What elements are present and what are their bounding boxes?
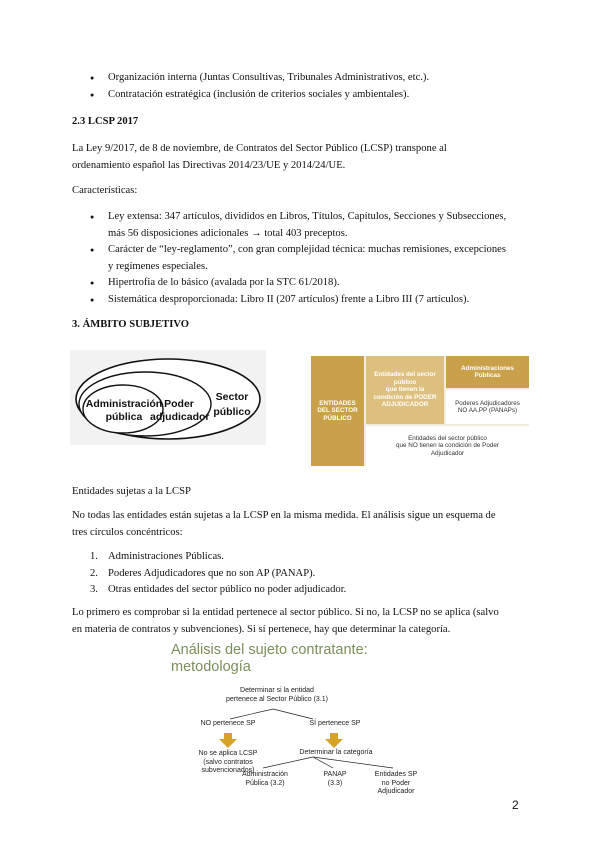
entities-table-figure — [311, 356, 529, 466]
section-heading-2-3: 2.3 LCSP 2017 — [72, 116, 139, 127]
paragraph-lcsp — [72, 140, 562, 174]
flow-node-si-pertenece: SÍ pertenece SP — [309, 720, 361, 727]
flow-node-no-aplica: No se aplica LCSP (salvo contratos subvencionados) — [198, 750, 258, 774]
caracteristicas-label: Características: — [72, 185, 138, 196]
list-item: ● Organización interna (Juntas Consultivas, Tribunales Administrativos, etc.). — [88, 70, 568, 87]
section-heading-3: 3. ÁMBITO SUBJETIVO — [72, 319, 190, 330]
subheading-entidades-sujetas: Entidades sujetas a la LCSP — [72, 486, 191, 497]
list-item: ● Contratación estratégica (inclusión de criterios sociales y ambientales). — [88, 87, 568, 104]
text-line: en materia de contratos y subvenciones). Si sí pertenece, hay que determinar la categoría. — [72, 624, 451, 635]
flow-node-panap: PANAP (3.3) — [323, 771, 347, 787]
text-line: Lo primero es comprobar si la entidad pertenece al sector público. Si no, la LCSP no se aplica (salvo — [72, 607, 499, 618]
top-bullet-list — [88, 70, 568, 103]
table-cell-poder-adjudicador: Entidades del sector público que tienen la condición de PODER ADJUDICADOR — [366, 356, 444, 424]
methodology-flowchart — [168, 640, 430, 810]
circle-label-sector-publico: Sector público — [213, 391, 251, 418]
flow-node-entidades-sp: Entidades SP no Poder Adjudicador — [374, 771, 418, 795]
flowchart-title: Análisis del sujeto contratante: metodología — [171, 642, 368, 675]
flow-node-determinar-categoria: Determinar la categoría — [299, 749, 373, 756]
paragraph-circulos — [72, 507, 572, 541]
text-line: tres círculos concéntricos: — [72, 527, 183, 538]
flow-node-determinar-sp: Determinar si la entidad pertenece al Sector Público (3.1) — [226, 687, 328, 703]
paragraph-comprobar — [72, 604, 582, 638]
list-item: ● Hipertrofia de lo básico (avalada por la STC 61/2018). — [88, 275, 568, 292]
text-line: ordenamiento español las Directivas 2014/23/UE y 2014/24/UE. — [72, 160, 346, 171]
flow-node-administracion: Administración Pública (3.2) — [242, 771, 288, 787]
table-cell-entidades-sector-publico: ENTIDADES DEL SECTOR PÚBLICO — [311, 356, 364, 466]
table-cell-no-poder-adjudicador: Entidades del sector público que NO tienen la condición de Poder Adjudicador — [366, 426, 529, 466]
table-cell-administraciones-publicas: Administraciones Públicas — [446, 356, 529, 388]
table-cell-panaps: Poderes Adjudicadores NO AA.PP (PANAPs) — [446, 390, 529, 424]
text-line: No todas las entidades están sujetas a la LCSP en la misma medida. El análisis sigue un esquema de — [72, 510, 496, 521]
list-item: ● Sistemática desproporcionada: Libro II (207 artículos) frente a Libro III (7 artículos). — [88, 292, 568, 309]
flow-node-no-pertenece: NO pertenece SP — [200, 720, 256, 727]
list-item: 1. Administraciones Públicas. — [90, 551, 224, 562]
circle-label-poder-adjudicador: Poder adjudicador — [150, 398, 210, 423]
list-item: ● Ley extensa: 347 artículos, divididos en Libros, Títulos, Capítulos, Secciones y Subsecciones, más 56 disposiciones adicionales → total 403 preceptos. — [88, 209, 568, 242]
numbered-list — [88, 549, 558, 599]
list-item: ● Carácter de “ley-reglamento”, con gran complejidad técnica: muchas remisiones, excepciones y regímenes especiales. — [88, 242, 568, 275]
text-line: La Ley 9/2017, de 8 de noviembre, de Contratos del Sector Público (LCSP) transpone al — [72, 143, 447, 154]
list-item: 2. Poderes Adjudicadores que no son AP (PANAP). — [90, 567, 316, 579]
concentric-circles-figure — [70, 350, 266, 445]
list-item: 3. Otras entidades del sector público no poder adjudicador. — [90, 584, 347, 595]
circle-label-administracion: Administración pública — [85, 398, 163, 423]
caracteristicas-list — [88, 209, 568, 308]
page-number: 2 — [512, 798, 519, 812]
